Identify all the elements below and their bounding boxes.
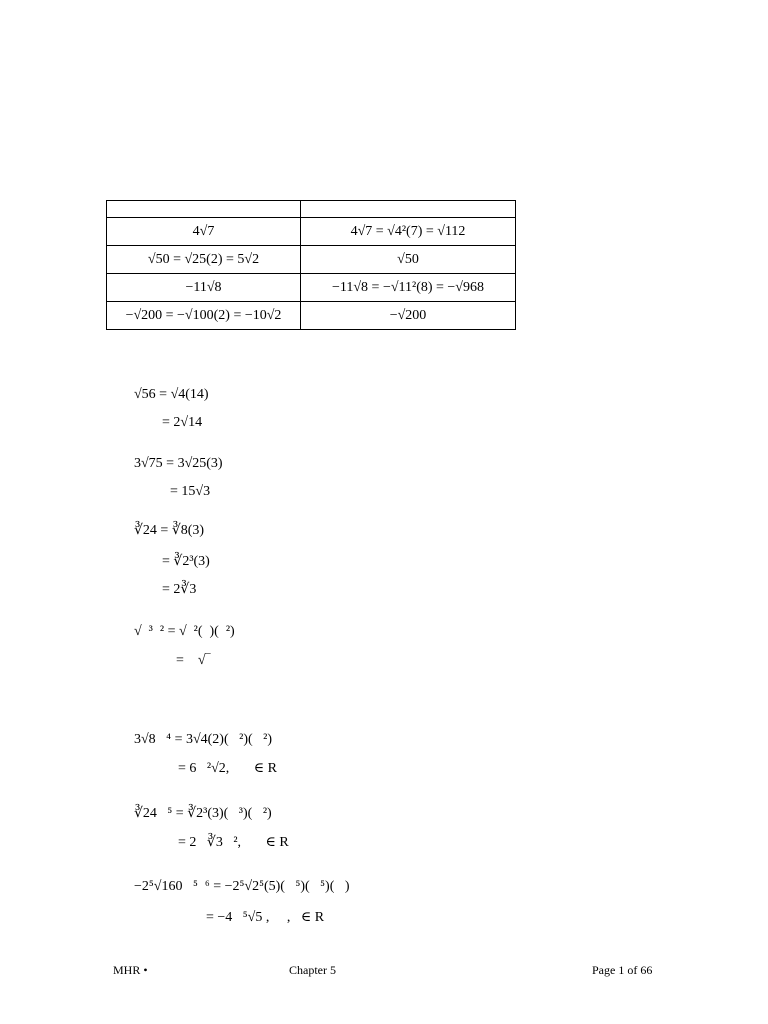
math-line: = −4 ⁵√5 , , ∈ R bbox=[206, 910, 325, 925]
math-line: = 6 ²√2, ∈ R bbox=[178, 761, 277, 776]
footer-publisher: MHR • bbox=[113, 963, 148, 977]
math-line: = ∛2³(3) bbox=[162, 554, 210, 569]
table-cell: 4√7 bbox=[107, 218, 301, 246]
table-cell: −√200 bbox=[301, 302, 516, 330]
footer-chapter: Chapter 5 bbox=[289, 963, 336, 977]
table-cell: √50 bbox=[301, 246, 516, 274]
table-row bbox=[107, 246, 516, 274]
table-row bbox=[107, 218, 516, 246]
math-line: 3√8 ⁴ = 3√4(2)( ²)( ²) bbox=[134, 732, 273, 747]
math-line: √56 = √4(14) bbox=[134, 387, 209, 402]
table-cell: 4√7 = √4²(7) = √112 bbox=[301, 218, 516, 246]
footer-page-number: Page 1 of 66 bbox=[592, 963, 653, 977]
math-line: = 2√14 bbox=[162, 415, 203, 430]
math-line: = 2 ∛3 ², ∈ R bbox=[178, 835, 289, 850]
math-line: 3√75 = 3√25(3) bbox=[134, 456, 223, 471]
table-cell: −√200 = −√100(2) = −10√2 bbox=[107, 302, 301, 330]
math-line: = 2∛3 bbox=[162, 582, 197, 597]
table-cell: −11√8 = −√11²(8) = −√968 bbox=[301, 274, 516, 302]
table-header-cell bbox=[107, 201, 301, 218]
math-line: ∛24 = ∛8(3) bbox=[134, 523, 205, 538]
math-line: −2⁵√160 ⁵ ⁶ = −2⁵√2⁵(5)( ⁵)( ⁵)( ) bbox=[134, 879, 350, 894]
table-cell: −11√8 bbox=[107, 274, 301, 302]
math-line: √ ³ ² = √ ²( )( ²) bbox=[134, 624, 235, 639]
math-line: ∛24 ⁵ = ∛2³(3)( ³)( ²) bbox=[134, 806, 272, 821]
table-header-cell bbox=[301, 201, 516, 218]
table-row bbox=[107, 274, 516, 302]
math-line: = 15√3 bbox=[170, 484, 211, 499]
table-row bbox=[107, 302, 516, 330]
table-cell: √50 = √25(2) = 5√2 bbox=[107, 246, 301, 274]
table-header-row bbox=[107, 201, 516, 218]
math-line: = √‾ bbox=[176, 653, 211, 668]
radical-comparison-table bbox=[106, 200, 516, 330]
